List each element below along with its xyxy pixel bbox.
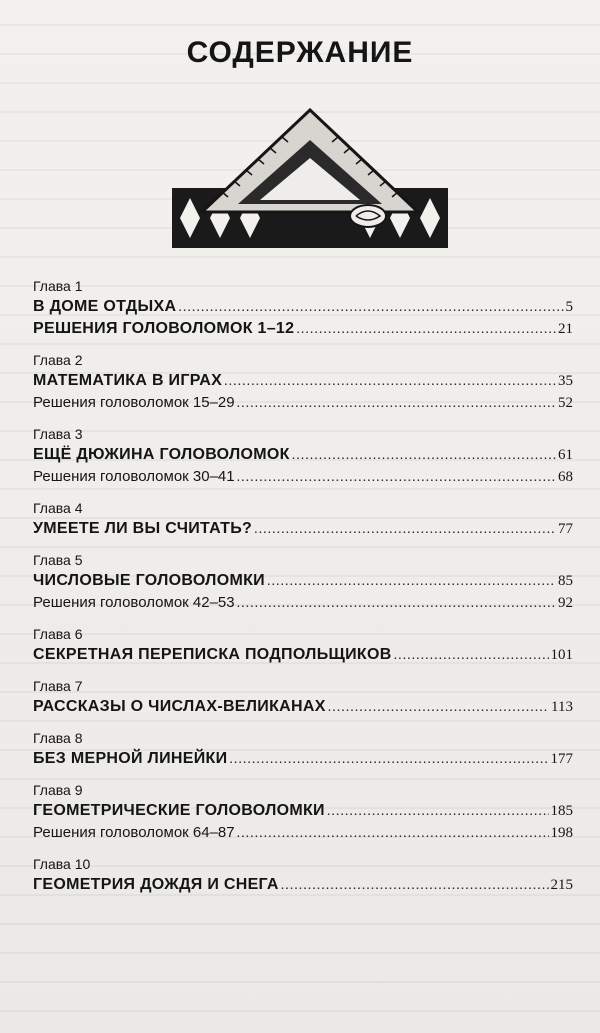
dot-leader bbox=[178, 297, 563, 319]
dot-leader bbox=[237, 593, 556, 615]
entry-page: 5 bbox=[565, 299, 573, 315]
entry-title: МАТЕМАТИКА В ИГРАХ bbox=[33, 372, 223, 389]
toc-chapter bbox=[33, 424, 573, 488]
toc-entry[interactable] bbox=[33, 466, 573, 488]
dot-leader bbox=[237, 393, 556, 415]
toc-entry[interactable] bbox=[33, 296, 573, 318]
entry-title: РЕШЕНИЯ ГОЛОВОЛОМОК 1–12 bbox=[33, 320, 295, 337]
entry-title: СЕКРЕТНАЯ ПЕРЕПИСКА ПОДПОЛЬЩИКОВ bbox=[33, 646, 392, 663]
entry-page: 215 bbox=[550, 877, 573, 893]
entry-title: Решения головоломок 64–87 bbox=[33, 824, 235, 841]
spacer bbox=[33, 718, 573, 728]
entry-title: Решения головоломок 42–53 bbox=[33, 594, 235, 611]
toc-entry[interactable] bbox=[33, 518, 573, 540]
entry-page: 85 bbox=[558, 573, 573, 589]
spacer bbox=[33, 488, 573, 498]
toc-chapter bbox=[33, 624, 573, 666]
spacer bbox=[33, 666, 573, 676]
toc-entry[interactable] bbox=[33, 748, 573, 770]
toc-chapter bbox=[33, 550, 573, 614]
entry-title: ГЕОМЕТРИЧЕСКИЕ ГОЛОВОЛОМКИ bbox=[33, 802, 325, 819]
chapter-label: Глава 4 bbox=[33, 500, 83, 516]
page-title: СОДЕРЖАНИЕ bbox=[186, 36, 414, 69]
dot-leader bbox=[237, 823, 549, 845]
dot-leader bbox=[292, 445, 556, 467]
entry-page: 177 bbox=[550, 751, 573, 767]
entry-title: Решения головоломок 15–29 bbox=[33, 394, 235, 411]
triangle-ruler-emblem-icon bbox=[170, 100, 450, 250]
entry-title: ЧИСЛОВЫЕ ГОЛОВОЛОМКИ bbox=[33, 572, 265, 589]
chapter-label: Глава 6 bbox=[33, 626, 83, 642]
chapter-label: Глава 3 bbox=[33, 426, 83, 442]
entry-page: 21 bbox=[558, 321, 573, 337]
entry-page: 68 bbox=[558, 469, 573, 485]
chapter-label: Глава 9 bbox=[33, 782, 83, 798]
table-of-contents bbox=[33, 276, 573, 896]
spacer bbox=[33, 340, 573, 350]
spacer bbox=[33, 414, 573, 424]
toc-chapter bbox=[33, 350, 573, 414]
toc-entry[interactable] bbox=[33, 318, 573, 340]
entry-page: 113 bbox=[551, 699, 573, 715]
toc-entry[interactable] bbox=[33, 874, 573, 896]
dot-leader bbox=[267, 571, 556, 593]
entry-page: 198 bbox=[550, 825, 573, 841]
entry-page: 185 bbox=[550, 803, 573, 819]
dot-leader bbox=[394, 645, 549, 667]
toc-entry[interactable] bbox=[33, 696, 573, 718]
dot-leader bbox=[229, 749, 548, 771]
chapter-label: Глава 5 bbox=[33, 552, 83, 568]
chapter-label: Глава 2 bbox=[33, 352, 83, 368]
toc-chapter bbox=[33, 498, 573, 540]
chapter-label: Глава 10 bbox=[33, 856, 91, 872]
dot-leader bbox=[281, 875, 549, 897]
chapter-label: Глава 1 bbox=[33, 278, 83, 294]
toc-entry[interactable] bbox=[33, 644, 573, 666]
toc-entry[interactable] bbox=[33, 570, 573, 592]
chapter-label: Глава 8 bbox=[33, 730, 83, 746]
spacer bbox=[33, 540, 573, 550]
toc-chapter bbox=[33, 276, 573, 340]
toc-chapter bbox=[33, 676, 573, 718]
toc-entry[interactable] bbox=[33, 592, 573, 614]
entry-page: 92 bbox=[558, 595, 573, 611]
spacer bbox=[33, 844, 573, 854]
dot-leader bbox=[327, 801, 549, 823]
spacer bbox=[33, 614, 573, 624]
entry-page: 61 bbox=[558, 447, 573, 463]
toc-entry[interactable] bbox=[33, 822, 573, 844]
entry-page: 101 bbox=[550, 647, 573, 663]
entry-title: РАССКАЗЫ О ЧИСЛАХ-ВЕЛИКАНАХ bbox=[33, 698, 326, 715]
toc-chapter bbox=[33, 728, 573, 770]
entry-title: ЕЩЁ ДЮЖИНА ГОЛОВОЛОМОК bbox=[33, 446, 290, 463]
dot-leader bbox=[224, 371, 556, 393]
entry-title: УМЕЕТЕ ЛИ ВЫ СЧИТАТЬ? bbox=[33, 520, 253, 537]
spacer bbox=[33, 770, 573, 780]
toc-entry[interactable] bbox=[33, 392, 573, 414]
toc-entry[interactable] bbox=[33, 800, 573, 822]
entry-title: Решения головоломок 30–41 bbox=[33, 468, 235, 485]
toc-chapter bbox=[33, 780, 573, 844]
entry-title: БЕЗ МЕРНОЙ ЛИНЕЙКИ bbox=[33, 750, 228, 767]
entry-title: ГЕОМЕТРИЯ ДОЖДЯ И СНЕГА bbox=[33, 876, 279, 893]
dot-leader bbox=[237, 467, 556, 489]
dot-leader bbox=[296, 319, 556, 341]
toc-entry[interactable] bbox=[33, 444, 573, 466]
entry-page: 52 bbox=[558, 395, 573, 411]
entry-page: 35 bbox=[558, 373, 573, 389]
dot-leader bbox=[254, 519, 556, 541]
toc-chapter bbox=[33, 854, 573, 896]
entry-title: В ДОМЕ ОТДЫХА bbox=[33, 298, 177, 315]
toc-entry[interactable] bbox=[33, 370, 573, 392]
chapter-label: Глава 7 bbox=[33, 678, 83, 694]
dot-leader bbox=[328, 697, 549, 719]
entry-page: 77 bbox=[558, 521, 573, 537]
